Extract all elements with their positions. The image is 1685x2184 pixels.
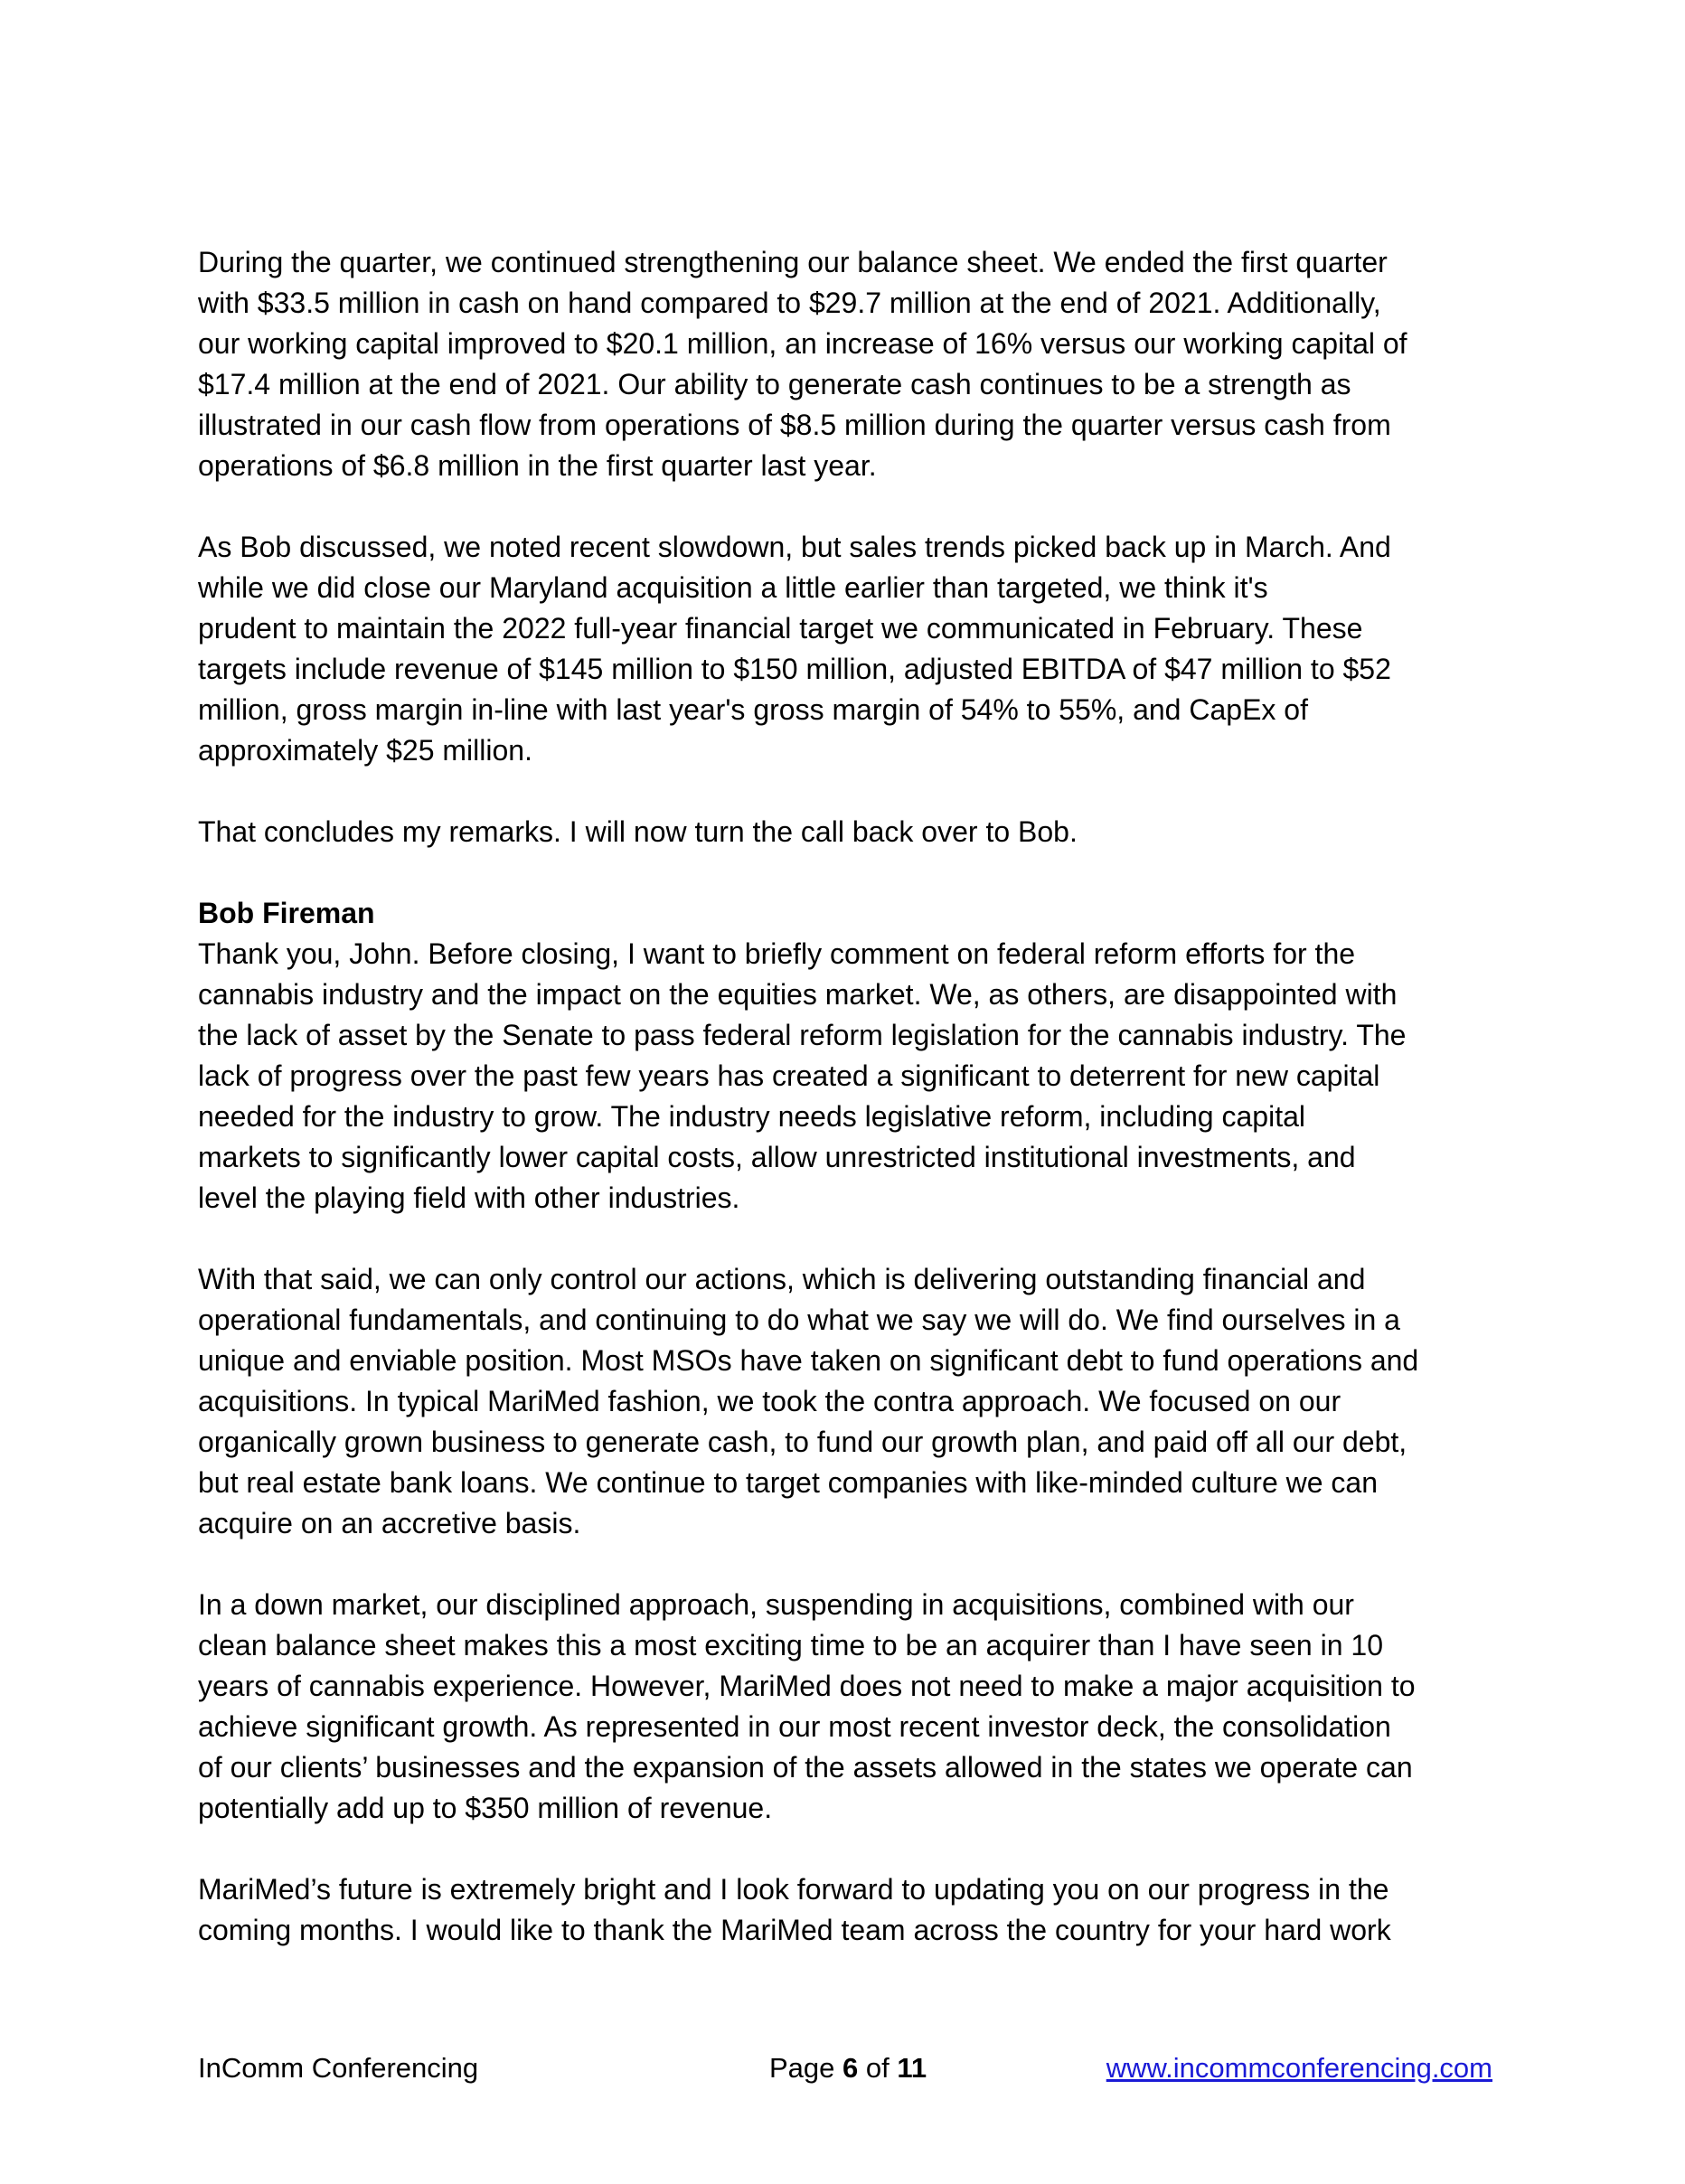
text-line: of our clients’ businesses and the expansion of the assets allowed in the states we operate can — [198, 1751, 1413, 1784]
text-line: prudent to maintain the 2022 full-year financial target we communicated in February. These — [198, 612, 1363, 645]
footer-company: InComm Conferencing — [198, 2052, 479, 2084]
page-current: 6 — [842, 2052, 859, 2084]
text-line: lack of progress over the past few years has created a significant to deterrent for new capital — [198, 1059, 1380, 1092]
text-line: our working capital improved to $20.1 million, an increase of 16% versus our working capital of — [198, 327, 1407, 360]
paragraph — [198, 1869, 1500, 1951]
paragraph — [198, 1585, 1500, 1829]
text-line: acquisitions. In typical MariMed fashion, we took the contra approach. We focused on our — [198, 1385, 1341, 1417]
text-line: illustrated in our cash flow from operations of $8.5 million during the quarter versus cash from — [198, 409, 1391, 441]
text-line: targets include revenue of $145 million to $150 million, adjusted EBITDA of $47 million to $52 — [198, 653, 1391, 685]
text-line: million, gross margin in-line with last year's gross margin of 54% to 55%, and CapEx of — [198, 693, 1308, 726]
paragraph — [198, 242, 1500, 486]
page-prefix: Page — [769, 2052, 843, 2084]
text-line: level the playing field with other industries. — [198, 1181, 740, 1214]
speaker-name: Bob Fireman — [198, 897, 375, 929]
text-line: $17.4 million at the end of 2021. Our ability to generate cash continues to be a strength as — [198, 368, 1351, 400]
text-line: approximately $25 million. — [198, 734, 532, 767]
text-line: cannabis industry and the impact on the equities market. We, as others, are disappointed with — [198, 978, 1398, 1011]
text-line: operational fundamentals, and continuing to do what we say we will do. We find ourselves in a — [198, 1304, 1400, 1336]
text-line: but real estate bank loans. We continue to target companies with like-minded culture we can — [198, 1466, 1379, 1499]
text-line: organically grown business to generate cash, to fund our growth plan, and paid off all our debt, — [198, 1426, 1407, 1458]
page-number — [769, 2050, 927, 2086]
text-line: coming months. I would like to thank the MariMed team across the country for your hard work — [198, 1914, 1391, 1946]
text-line: MariMed’s future is extremely bright and I look forward to updating you on our progress in the — [198, 1873, 1389, 1906]
website-link[interactable]: www.incommconferencing.com — [1106, 2052, 1492, 2084]
paragraph — [198, 1259, 1500, 1544]
text-line: unique and enviable position. Most MSOs have taken on significant debt to fund operations and — [198, 1344, 1419, 1377]
text-line: the lack of asset by the Senate to pass federal reform legislation for the cannabis industry. The — [198, 1019, 1407, 1051]
text-line: needed for the industry to grow. The industry needs legislative reform, including capital — [198, 1100, 1305, 1133]
text-line: potentially add up to $350 million of revenue. — [198, 1792, 773, 1824]
text-line: clean balance sheet makes this a most exciting time to be an acquirer than I have seen in 10 — [198, 1629, 1383, 1662]
paragraph — [198, 812, 1500, 852]
text-line: years of cannabis experience. However, MariMed does not need to make a major acquisition to — [198, 1670, 1416, 1702]
text-line: During the quarter, we continued strengthening our balance sheet. We ended the first quarter — [198, 246, 1388, 278]
text-line: with $33.5 million in cash on hand compared to $29.7 million at the end of 2021. Additionally, — [198, 287, 1381, 319]
text-line: Thank you, John. Before closing, I want to briefly comment on federal reform efforts for the — [198, 937, 1356, 970]
text-line: while we did close our Maryland acquisition a little earlier than targeted, we think it's — [198, 571, 1268, 604]
paragraph — [198, 527, 1500, 771]
transcript-body — [198, 242, 1500, 1991]
paragraph — [198, 893, 1500, 1219]
text-line: With that said, we can only control our actions, which is delivering outstanding financial and — [198, 1263, 1366, 1295]
page-footer — [198, 2050, 1492, 2086]
page-total: 11 — [897, 2052, 927, 2084]
text-line: operations of $6.8 million in the first quarter last year. — [198, 449, 877, 482]
page-of: of — [858, 2052, 898, 2084]
text-line: achieve significant growth. As represented in our most recent investor deck, the consolidation — [198, 1710, 1391, 1743]
text-line: In a down market, our disciplined approach, suspending in acquisitions, combined with our — [198, 1588, 1354, 1621]
text-line: acquire on an accretive basis. — [198, 1507, 581, 1539]
text-line: That concludes my remarks. I will now turn the call back over to Bob. — [198, 815, 1078, 848]
text-line: markets to significantly lower capital costs, allow unrestricted institutional investments, and — [198, 1141, 1356, 1173]
text-line: As Bob discussed, we noted recent slowdown, but sales trends picked back up in March. And — [198, 531, 1391, 563]
